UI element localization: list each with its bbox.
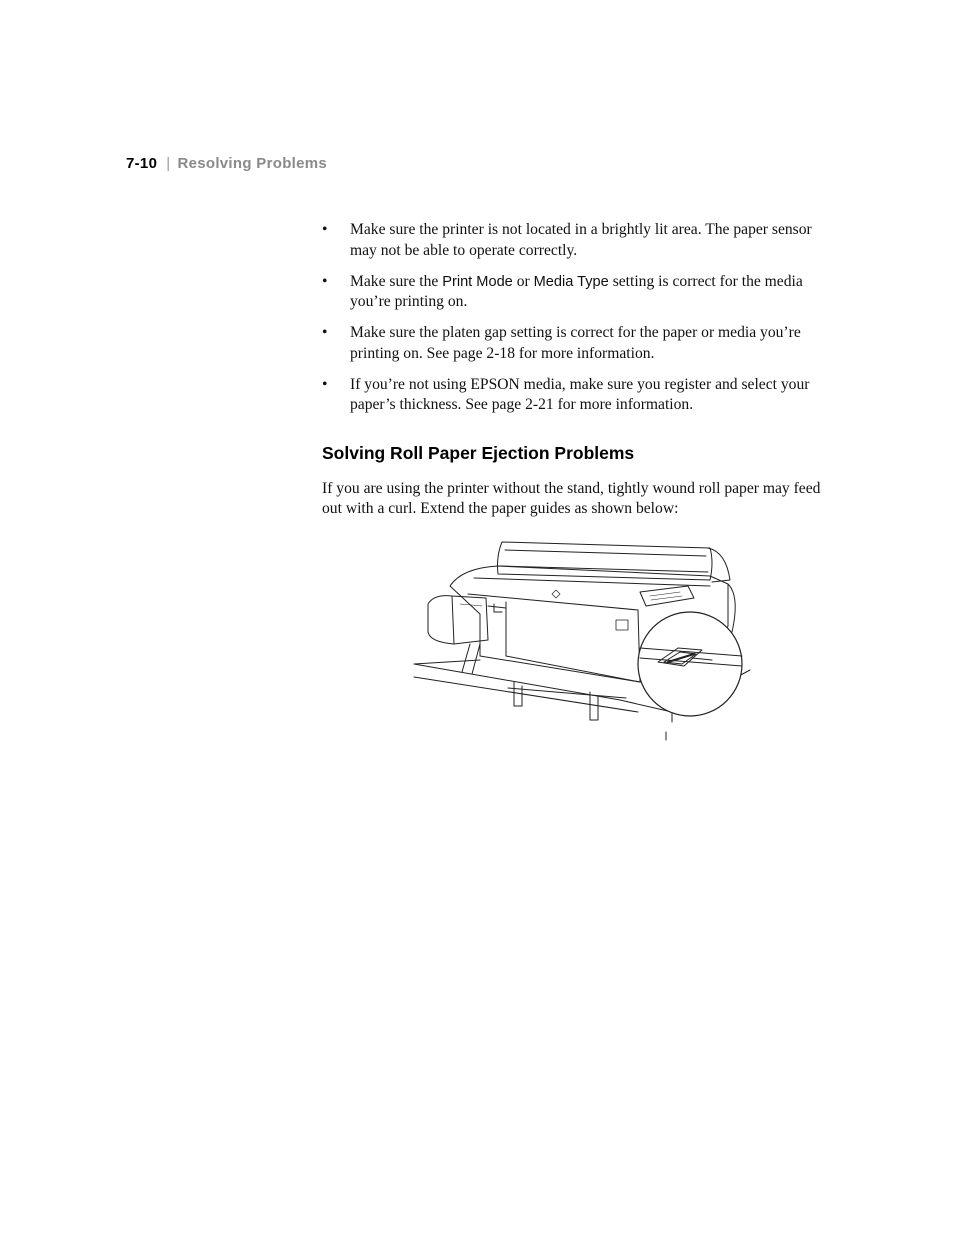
bullet-icon: • <box>322 324 328 341</box>
bullet-icon: • <box>322 375 328 393</box>
zoom-inset <box>638 612 742 716</box>
text-fragment: or <box>512 272 534 290</box>
page-number: 7-10 <box>126 155 158 172</box>
bullet-icon: • <box>322 272 328 290</box>
list-item <box>322 375 832 416</box>
bullet-icon: • <box>322 221 328 238</box>
section-paragraph: If you are using the printer without the stand, tightly wound roll paper may feed out with a curl. Extend the paper guides as shown below: <box>322 479 821 517</box>
ui-term-media-type: Media Type <box>533 273 609 290</box>
main-content <box>322 220 832 520</box>
list-item <box>322 272 832 313</box>
printer-illustration <box>410 536 752 744</box>
list-item <box>322 323 832 364</box>
text-fragment: Make sure the <box>350 272 443 290</box>
chapter-title: Resolving Problems <box>177 155 328 172</box>
running-head <box>126 155 327 172</box>
list-item-text: Make sure the platen gap setting is correct for the paper or media you’re printing on. See page 2-18 for more information. <box>350 324 801 362</box>
list-item-text: Make sure the printer is not located in a brightly lit area. The paper sensor may not be able to operate correctly. <box>350 221 812 259</box>
list-item <box>322 220 832 261</box>
list-item-text <box>350 273 803 311</box>
section-heading: Solving Roll Paper Ejection Problems <box>322 442 635 463</box>
text-fragment: setting is correct for the media you’re printing on. <box>350 272 803 310</box>
bullet-list <box>322 220 832 416</box>
printer-paper-guides-illustration <box>410 536 752 744</box>
running-head-separator: | <box>166 155 171 172</box>
ui-term-print-mode: Print Mode <box>442 273 513 290</box>
list-item-text: If you’re not using EPSON media, make sure you register and select your paper’s thickness. See page 2-21 for more information. <box>350 375 810 413</box>
